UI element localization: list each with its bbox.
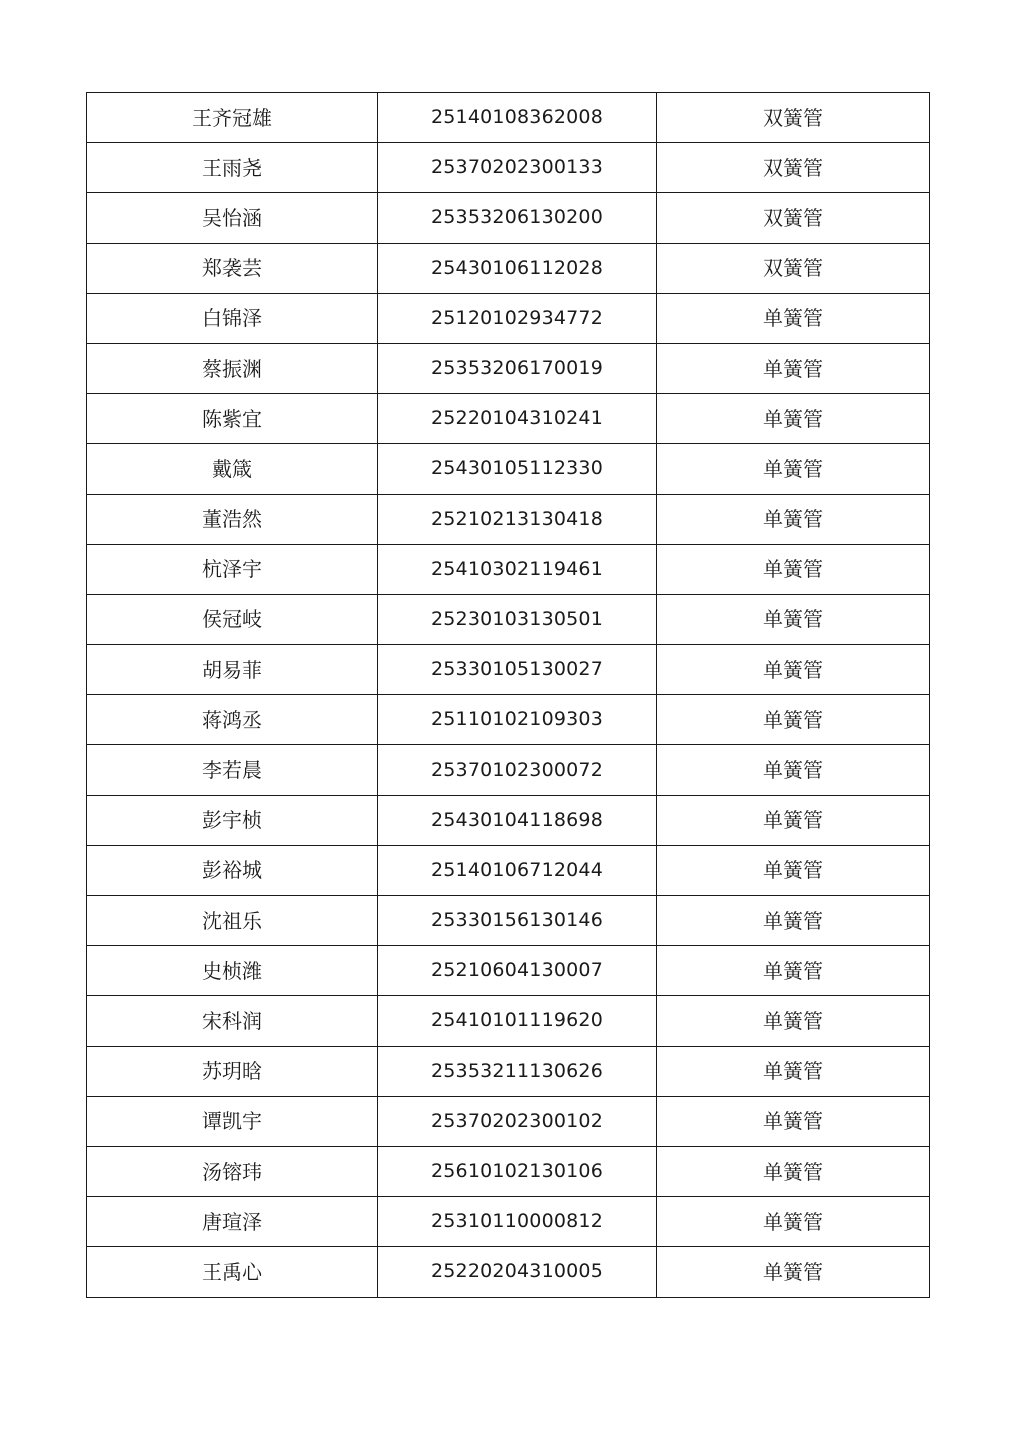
student-id-cell: 25220104310241 — [378, 394, 657, 444]
student-name-cell: 唐瑄泽 — [87, 1197, 378, 1247]
student-id-cell: 25230103130501 — [378, 594, 657, 644]
student-name-cell: 蒋鸿丞 — [87, 695, 378, 745]
instrument-cell: 单簧管 — [657, 1096, 930, 1146]
instrument-cell: 单簧管 — [657, 896, 930, 946]
student-name-cell: 彭宇桢 — [87, 795, 378, 845]
table-row — [87, 946, 930, 996]
student-id-cell: 25370102300072 — [378, 745, 657, 795]
student-name-cell: 白锦泽 — [87, 293, 378, 343]
instrument-cell: 单簧管 — [657, 1046, 930, 1096]
student-name-cell: 王齐冠雄 — [87, 93, 378, 143]
table-row — [87, 695, 930, 745]
instrument-cell: 双簧管 — [657, 243, 930, 293]
student-id-cell: 25140106712044 — [378, 845, 657, 895]
student-id-cell: 25370202300102 — [378, 1096, 657, 1146]
student-id-cell: 25330156130146 — [378, 896, 657, 946]
table-row — [87, 444, 930, 494]
roster-table-body — [87, 93, 930, 1298]
instrument-cell: 单簧管 — [657, 343, 930, 393]
student-name-cell: 侯冠岐 — [87, 594, 378, 644]
instrument-cell: 单簧管 — [657, 293, 930, 343]
student-id-cell: 25353211130626 — [378, 1046, 657, 1096]
student-id-cell: 25410302119461 — [378, 544, 657, 594]
student-name-cell: 汤镕玮 — [87, 1146, 378, 1196]
student-name-cell: 宋科润 — [87, 996, 378, 1046]
student-name-cell: 蔡振渊 — [87, 343, 378, 393]
student-id-cell: 25330105130027 — [378, 645, 657, 695]
table-row — [87, 896, 930, 946]
student-name-cell: 李若晨 — [87, 745, 378, 795]
table-row — [87, 645, 930, 695]
table-row — [87, 394, 930, 444]
instrument-cell: 单簧管 — [657, 996, 930, 1046]
table-row — [87, 143, 930, 193]
student-id-cell: 25610102130106 — [378, 1146, 657, 1196]
student-id-cell: 25353206170019 — [378, 343, 657, 393]
student-name-cell: 董浩然 — [87, 494, 378, 544]
student-id-cell: 25310110000812 — [378, 1197, 657, 1247]
student-id-cell: 25220204310005 — [378, 1247, 657, 1297]
instrument-cell: 单簧管 — [657, 645, 930, 695]
student-name-cell: 杭泽宇 — [87, 544, 378, 594]
student-name-cell: 陈紫宜 — [87, 394, 378, 444]
student-name-cell: 胡易菲 — [87, 645, 378, 695]
table-row — [87, 745, 930, 795]
table-row — [87, 1146, 930, 1196]
table-row — [87, 193, 930, 243]
table-row — [87, 243, 930, 293]
student-id-cell: 25430105112330 — [378, 444, 657, 494]
student-id-cell: 25370202300133 — [378, 143, 657, 193]
student-id-cell: 25430106112028 — [378, 243, 657, 293]
student-name-cell: 王禹心 — [87, 1247, 378, 1297]
table-row — [87, 293, 930, 343]
instrument-cell: 双簧管 — [657, 143, 930, 193]
student-id-cell: 25210604130007 — [378, 946, 657, 996]
student-id-cell: 25140108362008 — [378, 93, 657, 143]
table-row — [87, 1046, 930, 1096]
student-id-cell: 25353206130200 — [378, 193, 657, 243]
instrument-cell: 单簧管 — [657, 795, 930, 845]
student-name-cell: 苏玥晗 — [87, 1046, 378, 1096]
student-name-cell: 沈祖乐 — [87, 896, 378, 946]
table-row — [87, 1096, 930, 1146]
instrument-cell: 单簧管 — [657, 946, 930, 996]
student-id-cell: 25120102934772 — [378, 293, 657, 343]
student-id-cell: 25110102109303 — [378, 695, 657, 745]
instrument-cell: 单簧管 — [657, 494, 930, 544]
student-name-cell: 吴怡涵 — [87, 193, 378, 243]
table-row — [87, 996, 930, 1046]
student-id-cell: 25210213130418 — [378, 494, 657, 544]
student-name-cell: 戴箴 — [87, 444, 378, 494]
student-id-cell: 25410101119620 — [378, 996, 657, 1046]
table-row — [87, 594, 930, 644]
student-name-cell: 彭裕城 — [87, 845, 378, 895]
table-row — [87, 1247, 930, 1297]
instrument-cell: 单簧管 — [657, 1247, 930, 1297]
instrument-cell: 单簧管 — [657, 745, 930, 795]
student-name-cell: 史桢潍 — [87, 946, 378, 996]
table-row — [87, 93, 930, 143]
instrument-cell: 双簧管 — [657, 93, 930, 143]
student-name-cell: 谭凯宇 — [87, 1096, 378, 1146]
instrument-cell: 单簧管 — [657, 695, 930, 745]
table-row — [87, 845, 930, 895]
roster-table — [86, 92, 930, 1298]
instrument-cell: 单簧管 — [657, 1146, 930, 1196]
student-name-cell: 王雨尧 — [87, 143, 378, 193]
student-id-cell: 25430104118698 — [378, 795, 657, 845]
instrument-cell: 单簧管 — [657, 845, 930, 895]
table-row — [87, 1197, 930, 1247]
instrument-cell: 单簧管 — [657, 394, 930, 444]
student-name-cell: 郑袭芸 — [87, 243, 378, 293]
table-row — [87, 795, 930, 845]
instrument-cell: 单簧管 — [657, 1197, 930, 1247]
instrument-cell: 单簧管 — [657, 544, 930, 594]
instrument-cell: 双簧管 — [657, 193, 930, 243]
table-row — [87, 494, 930, 544]
table-row — [87, 343, 930, 393]
instrument-cell: 单簧管 — [657, 594, 930, 644]
table-row — [87, 544, 930, 594]
instrument-cell: 单簧管 — [657, 444, 930, 494]
